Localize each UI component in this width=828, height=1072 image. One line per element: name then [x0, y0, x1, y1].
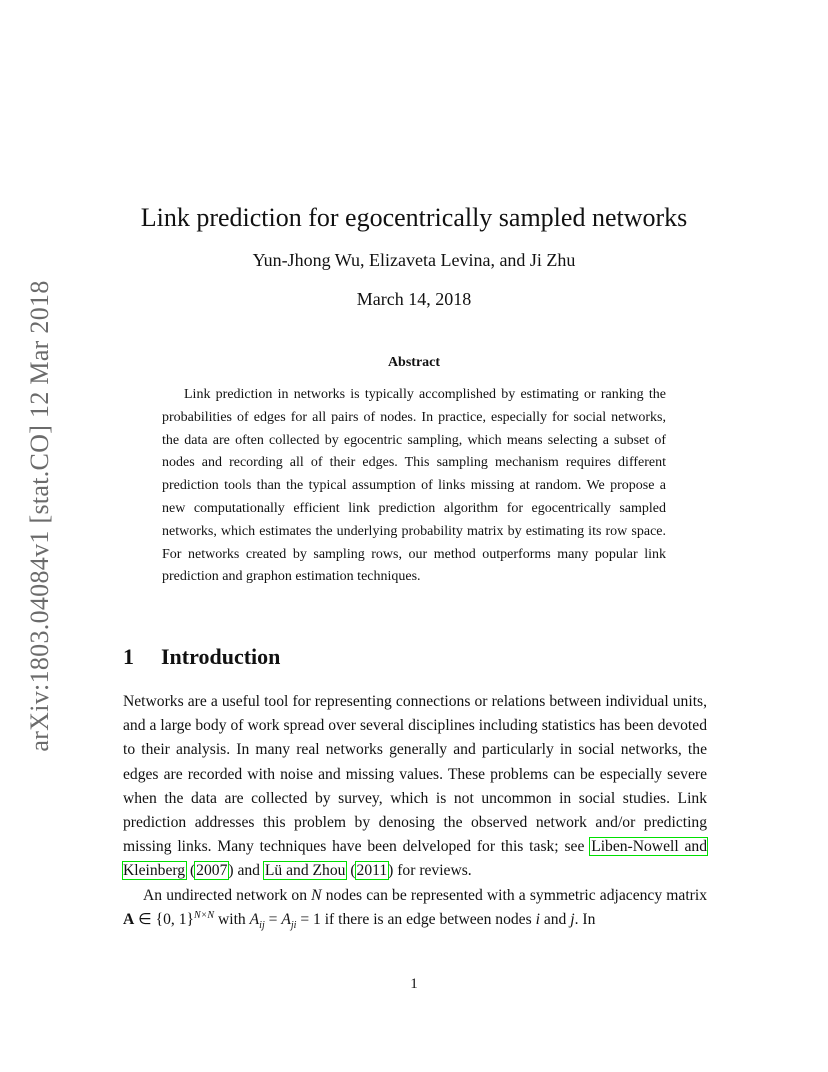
citation-lu-zhou-link[interactable]: Lü and Zhou	[264, 862, 346, 880]
section-title: Introduction	[161, 644, 281, 669]
intro-text: with	[214, 910, 250, 928]
paren: ) and	[228, 862, 264, 880]
intro-text: . In	[574, 910, 596, 928]
intro-text: Networks are a useful tool for representing connections or relations between individual units, and a large body of work spread over several disciplines including statistics has been devoted to their analysis. In many real networks generally and particularly in social networks, the edges are recorded with noise and missing values. These problems can be especially severe when the data are collected by survey, which is not uncommon in social studies. Link prediction addresses this problem by denosing the observed network and/or predicting missing links. Many techniques have been delveloped for this task; see	[123, 693, 707, 856]
math-var: A	[249, 910, 260, 928]
intro-text: An undirected network on	[143, 886, 312, 904]
paren: (	[346, 862, 356, 880]
intro-text: ) for reviews.	[388, 862, 472, 880]
arxiv-identifier: arXiv:1803.04084v1 [stat.CO] 12 Mar 2018	[25, 280, 54, 752]
introduction-body	[123, 690, 707, 932]
section-number: 1	[123, 644, 134, 669]
intro-paragraph-1	[123, 690, 707, 884]
citation-2011-link[interactable]: 2011	[356, 862, 388, 880]
math-superscript: N×N	[194, 909, 215, 921]
math-var: j	[570, 910, 575, 928]
abstract-text: Link prediction in networks is typically accomplished by estimating or ranking the probabilities of edges for all pairs of nodes. In practice, especially for social networks, the data are often collected by egocentric sampling, which means selecting a subset of nodes and recording all of their edges. This sampling mechanism requires different prediction tools than the typical assumption of links missing at random. We propose a new computationally efficient link prediction algorithm for egocentrically sampled networks, which estimates the underlying probability matrix by estimating its row space. For networks created by sampling rows, our method outperforms many popular link prediction and graphon estimation techniques.	[162, 387, 666, 585]
page-number: 1	[410, 976, 418, 992]
paper-title: Link prediction for egocentrically sampled networks	[140, 203, 688, 233]
abstract-heading: Abstract	[387, 355, 441, 370]
section-heading	[123, 644, 280, 670]
intro-text: nodes can be represented with a symmetric adjacency matrix	[321, 886, 707, 904]
math-var: A	[281, 910, 291, 928]
citation-liben-nowell-link[interactable]: Liben-Nowell and Kleinberg	[123, 838, 707, 880]
math-subscript: ij	[259, 919, 265, 931]
math-matrix: A	[123, 910, 135, 928]
math-set: ∈ {0, 1}	[134, 910, 195, 928]
paren: (	[186, 862, 196, 880]
math-subscript: ji	[290, 919, 297, 931]
author-list: Yun-Jhong Wu, Elizaveta Levina, and Ji Zhu	[252, 250, 576, 270]
citation-2007-link[interactable]: 2007	[196, 862, 228, 880]
intro-text: = 1 if there is an edge between nodes	[296, 910, 536, 928]
math-var: i	[535, 910, 540, 928]
publication-date: March 14, 2018	[356, 289, 472, 309]
intro-paragraph-2	[123, 884, 707, 932]
intro-text: and	[539, 910, 571, 928]
math-eq: =	[264, 910, 282, 928]
math-var: N	[311, 886, 322, 904]
